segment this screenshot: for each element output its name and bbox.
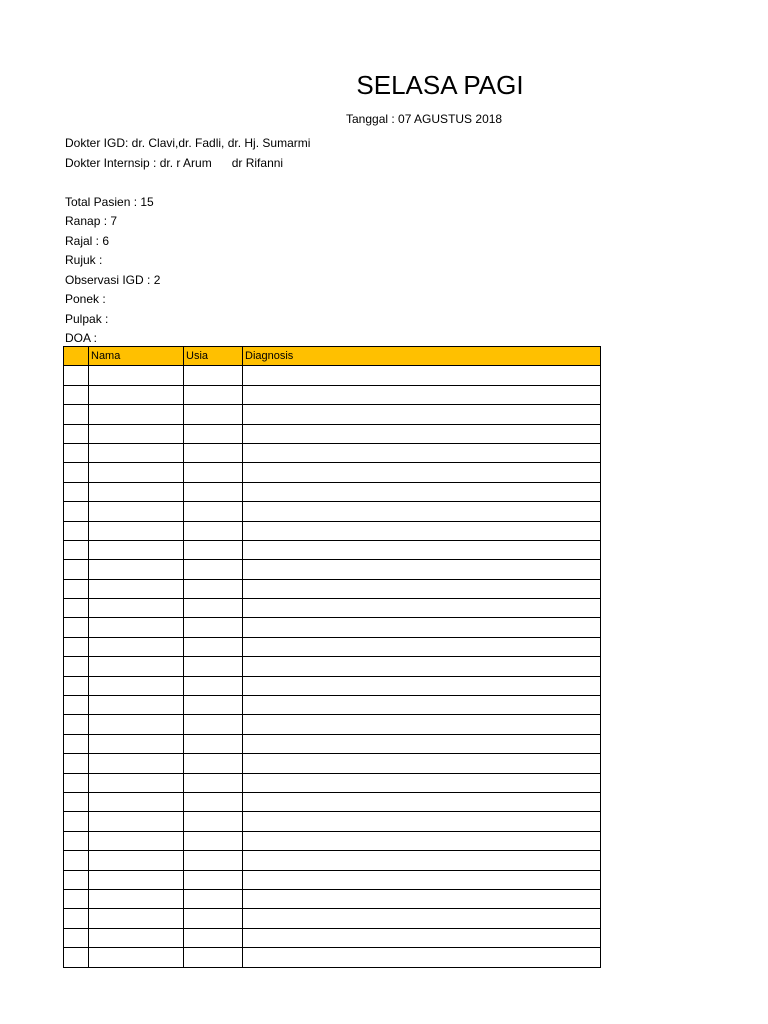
row-cell-nama: [89, 657, 184, 676]
row-cell-no: [64, 637, 89, 656]
table-row: [64, 676, 601, 695]
table-row: [64, 579, 601, 598]
row-cell-no: [64, 599, 89, 618]
table-row: [64, 696, 601, 715]
row-cell-diagnosis: [243, 792, 601, 811]
header-cell-no: [64, 347, 89, 366]
row-cell-diagnosis: [243, 812, 601, 831]
row-cell-nama: [89, 424, 184, 443]
row-cell-diagnosis: [243, 618, 601, 637]
table-row: [64, 443, 601, 462]
row-cell-diagnosis: [243, 851, 601, 870]
row-cell-diagnosis: [243, 463, 601, 482]
row-cell-nama: [89, 676, 184, 695]
row-cell-nama: [89, 618, 184, 637]
row-cell-usia: [184, 482, 243, 501]
row-cell-no: [64, 909, 89, 928]
row-cell-nama: [89, 870, 184, 889]
row-cell-no: [64, 560, 89, 579]
row-cell-usia: [184, 909, 243, 928]
row-cell-usia: [184, 812, 243, 831]
row-cell-diagnosis: [243, 734, 601, 753]
table-row: [64, 734, 601, 753]
table-row: [64, 928, 601, 947]
row-cell-nama: [89, 560, 184, 579]
table-row: [64, 540, 601, 559]
total-pasien: Total Pasien : 15: [65, 194, 154, 209]
row-cell-diagnosis: [243, 637, 601, 656]
row-cell-diagnosis: [243, 599, 601, 618]
row-cell-no: [64, 579, 89, 598]
row-cell-no: [64, 928, 89, 947]
row-cell-diagnosis: [243, 560, 601, 579]
row-cell-no: [64, 715, 89, 734]
row-cell-usia: [184, 502, 243, 521]
row-cell-no: [64, 424, 89, 443]
row-cell-diagnosis: [243, 889, 601, 908]
table-row: [64, 482, 601, 501]
dokter-igd-line: Dokter IGD: dr. Clavi,dr. Fadli, dr. Hj. Sumarmi: [65, 136, 311, 150]
table-row: [64, 385, 601, 404]
table-row: [64, 560, 601, 579]
table-row: [64, 754, 601, 773]
row-cell-no: [64, 463, 89, 482]
doa: DOA :: [65, 331, 98, 345]
table-row: [64, 366, 601, 385]
dokter-internsip-line: [65, 154, 310, 174]
row-cell-diagnosis: [243, 773, 601, 792]
row-cell-no: [64, 618, 89, 637]
row-cell-no: [64, 734, 89, 753]
row-cell-usia: [184, 696, 243, 715]
row-cell-nama: [89, 540, 184, 559]
row-cell-nama: [89, 521, 184, 540]
row-cell-usia: [184, 928, 243, 947]
header-cell-diagnosis: Diagnosis: [243, 347, 601, 366]
row-cell-no: [64, 502, 89, 521]
row-cell-no: [64, 540, 89, 559]
row-cell-no: [64, 889, 89, 908]
row-cell-nama: [89, 889, 184, 908]
row-cell-nama: [89, 792, 184, 811]
row-cell-usia: [184, 657, 243, 676]
row-cell-nama: [89, 812, 184, 831]
row-cell-no: [64, 851, 89, 870]
row-cell-diagnosis: [243, 948, 601, 967]
row-cell-diagnosis: [243, 831, 601, 850]
row-cell-usia: [184, 831, 243, 850]
row-cell-diagnosis: [243, 424, 601, 443]
row-cell-diagnosis: [243, 909, 601, 928]
row-cell-nama: [89, 948, 184, 967]
row-cell-nama: [89, 831, 184, 850]
row-cell-diagnosis: [243, 521, 601, 540]
row-cell-nama: [89, 502, 184, 521]
row-cell-nama: [89, 463, 184, 482]
row-cell-usia: [184, 385, 243, 404]
table-row: [64, 948, 601, 967]
table-row: [64, 463, 601, 482]
table-row: [64, 405, 601, 424]
row-cell-nama: [89, 579, 184, 598]
dokter-internsip-second: dr Rifanni: [231, 155, 284, 170]
table-row: [64, 851, 601, 870]
table-row: [64, 831, 601, 850]
row-cell-no: [64, 831, 89, 850]
row-cell-usia: [184, 443, 243, 462]
row-cell-nama: [89, 599, 184, 618]
row-cell-usia: [184, 773, 243, 792]
row-cell-usia: [184, 463, 243, 482]
row-cell-nama: [89, 366, 184, 385]
row-cell-diagnosis: [243, 870, 601, 889]
row-cell-usia: [184, 540, 243, 559]
table-row: [64, 870, 601, 889]
info-block: [65, 134, 310, 349]
row-cell-diagnosis: [243, 715, 601, 734]
row-cell-usia: [184, 889, 243, 908]
rujuk: Rujuk :: [65, 253, 103, 267]
ranap: Ranap : 7: [65, 214, 118, 228]
patient-table: [63, 346, 601, 968]
observasi-igd: Observasi IGD : 2: [65, 272, 161, 287]
row-cell-usia: [184, 792, 243, 811]
dokter-internsip-prefix: Dokter Internsip : dr. r Arum: [65, 155, 212, 170]
table-row: [64, 599, 601, 618]
row-cell-no: [64, 773, 89, 792]
row-cell-nama: [89, 754, 184, 773]
row-cell-usia: [184, 870, 243, 889]
row-cell-nama: [89, 773, 184, 792]
row-cell-nama: [89, 482, 184, 501]
row-cell-usia: [184, 618, 243, 637]
row-cell-diagnosis: [243, 366, 601, 385]
row-cell-no: [64, 657, 89, 676]
header-cell-nama: Nama: [89, 347, 184, 366]
row-cell-diagnosis: [243, 579, 601, 598]
row-cell-diagnosis: [243, 676, 601, 695]
row-cell-nama: [89, 715, 184, 734]
row-cell-diagnosis: [243, 482, 601, 501]
row-cell-no: [64, 696, 89, 715]
table-row: [64, 792, 601, 811]
row-cell-no: [64, 948, 89, 967]
row-cell-nama: [89, 909, 184, 928]
row-cell-usia: [184, 405, 243, 424]
table-row: [64, 889, 601, 908]
row-cell-diagnosis: [243, 443, 601, 462]
row-cell-no: [64, 676, 89, 695]
row-cell-nama: [89, 385, 184, 404]
table-row: [64, 618, 601, 637]
table-row: [64, 502, 601, 521]
row-cell-no: [64, 812, 89, 831]
row-cell-diagnosis: [243, 754, 601, 773]
table-row: [64, 657, 601, 676]
page-title: SELASA PAGI: [356, 70, 524, 100]
row-cell-usia: [184, 560, 243, 579]
row-cell-no: [64, 482, 89, 501]
row-cell-no: [64, 385, 89, 404]
row-cell-no: [64, 870, 89, 889]
table-row: [64, 812, 601, 831]
row-cell-usia: [184, 676, 243, 695]
row-cell-diagnosis: [243, 657, 601, 676]
row-cell-no: [64, 521, 89, 540]
row-cell-nama: [89, 851, 184, 870]
row-cell-diagnosis: [243, 405, 601, 424]
header-cell-usia: Usia: [184, 347, 243, 366]
row-cell-usia: [184, 521, 243, 540]
pulpak: Pulpak :: [65, 311, 109, 326]
row-cell-nama: [89, 405, 184, 424]
row-cell-no: [64, 443, 89, 462]
row-cell-diagnosis: [243, 696, 601, 715]
table-header-row: [64, 347, 601, 366]
row-cell-diagnosis: [243, 385, 601, 404]
row-cell-no: [64, 792, 89, 811]
row-cell-nama: [89, 928, 184, 947]
date-line: Tanggal : 07 AGUSTUS 2018: [346, 112, 503, 126]
row-cell-nama: [89, 734, 184, 753]
row-cell-no: [64, 405, 89, 424]
rajal: Rajal : 6: [65, 233, 110, 248]
row-cell-usia: [184, 424, 243, 443]
row-cell-nama: [89, 443, 184, 462]
row-cell-nama: [89, 696, 184, 715]
table-row: [64, 424, 601, 443]
row-cell-nama: [89, 637, 184, 656]
row-cell-diagnosis: [243, 540, 601, 559]
ponek: Ponek :: [65, 292, 106, 306]
row-cell-no: [64, 366, 89, 385]
row-cell-diagnosis: [243, 928, 601, 947]
row-cell-usia: [184, 734, 243, 753]
table-row: [64, 637, 601, 656]
row-cell-usia: [184, 579, 243, 598]
row-cell-usia: [184, 851, 243, 870]
table-row: [64, 773, 601, 792]
row-cell-usia: [184, 715, 243, 734]
row-cell-usia: [184, 948, 243, 967]
row-cell-diagnosis: [243, 502, 601, 521]
table-row: [64, 909, 601, 928]
row-cell-usia: [184, 754, 243, 773]
table-body: [64, 366, 601, 967]
row-cell-usia: [184, 599, 243, 618]
table-row: [64, 715, 601, 734]
row-cell-usia: [184, 366, 243, 385]
table-row: [64, 521, 601, 540]
row-cell-usia: [184, 637, 243, 656]
row-cell-no: [64, 754, 89, 773]
